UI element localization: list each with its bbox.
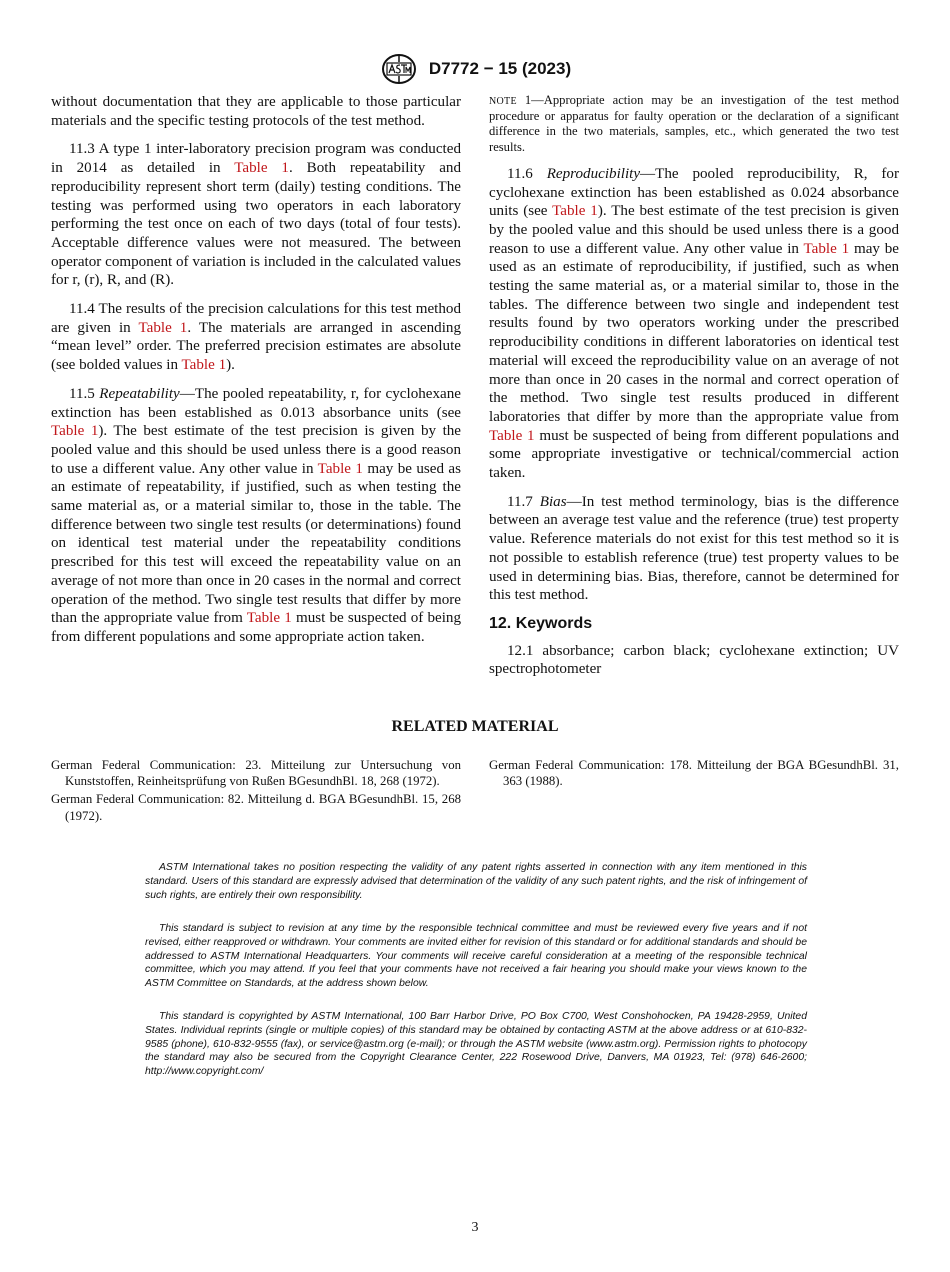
section-11-5-text-b: ). The best estimate of the test precision is given by the pooled value and this should be used unless there is a good reason to use a different value. Any other value in — [51, 423, 462, 477]
section-11-4 — [51, 300, 461, 375]
patent-notice — [145, 861, 807, 902]
section-11-4-text-mid: . The materials are arranged in ascending “mean level” order. The preferred precision estimates are absolute (see bolded values in — [51, 319, 462, 374]
table-1-link[interactable]: Table 1 — [138, 319, 188, 336]
section-term: Reproducibility — [546, 165, 641, 182]
table-1-link[interactable]: Table 1 — [552, 203, 598, 220]
section-11-6-text-c: may be used as an estimate of reproducibility, if justified, such as when testing the same material as, or a material similar to, those in the tables. The difference between two single and independent test results found by two operators working under the prescribed reproducibility conditions in different laboratories on identical test material will exceed the reproducibility value on an average of not more than once in 20 cases in the normal and correct operation of the method. Two single test results produced in different laboratories that differ by more than the appropriate value from — [489, 240, 900, 425]
related-material-title: RELATED MATERIAL — [391, 718, 559, 735]
astm-logo-icon — [379, 54, 419, 84]
table-1-link[interactable]: Table 1 — [181, 357, 227, 374]
page-number: 3 — [471, 1220, 479, 1235]
section-number: 11.5 — [69, 385, 100, 402]
table-1-link[interactable]: Table 1 — [803, 240, 850, 257]
section-number: 11.7 — [507, 493, 540, 510]
revision-notice — [145, 922, 807, 991]
note-1 — [489, 93, 899, 155]
section-11-6-text-b: ). The best estimate of the test precision is given by the pooled value and this should be used unless there is a good reason to use a different value. Any other value in — [489, 203, 900, 257]
section-11-4-text: 11.4 The results of the precision calculations for this test method are given in — [51, 301, 461, 336]
section-12-1: 12.1 absorbance; carbon black; cyclohexane extinction; UV spectrophotometer — [489, 642, 899, 678]
standard-designation: D7772 − 15 (2023) — [428, 59, 572, 78]
table-1-link[interactable]: Table 1 — [51, 423, 99, 440]
note-1-text: 1—Appropriate action may be an investigation of the test method procedure or apparatus for faulty operation or the declaration of a significant difference in the two materials, samples, etc., which generated the two test results. — [489, 93, 899, 154]
section-11-4-text-end: ). — [226, 357, 235, 374]
section-11-6 — [489, 165, 899, 483]
reference-item: German Federal Communication: 23. Mitteilung zur Untersuchung von Kunststoffen, Reinheitsprüfung von Rußen BGesundhBl. 18, 268 (1972). — [51, 758, 461, 789]
copyright-notice-text: This standard is copyrighted by ASTM International, 100 Barr Harbor Drive, PO Box C700, West Conshohocken, PA 19428-2959, United States. Individual reprints (single or multiple copies) of this standard may be obtained by contacting ASTM at the above address or at 610-832-9585 (phone), 610-832-9555 (fax), or service@astm.org (e-mail); or through the ASTM website (www.astm.org). Permission rights to photocopy the standard may also be secured from the Copyright Clearance Center, 222 Rosewood Drive, Danvers, MA 01923, Tel: (978) 646-2600; http://www.copyright.com/ — [145, 1011, 807, 1078]
right-column — [489, 93, 899, 689]
reference-item: German Federal Communication: 82. Mitteilung d. BGA BGesundhBl. 15, 268 (1972). — [51, 792, 461, 823]
section-11-5-text-d: must be suspected of being from different populations and some appropriate action taken. — [51, 610, 462, 645]
page-header — [0, 54, 950, 84]
revision-notice-text: This standard is subject to revision at any time by the responsible technical committee and must be reviewed every five years and if not revised, either reapproved or withdrawn. Your comments are invited either for revision of this standard or for additional standards and should be addressed to ASTM International Headquarters. Your comments will receive careful consideration at a meeting of the responsible technical committee, which you may attend. If you feel that your comments have not received a fair hearing you should make your views known to the ASTM Committee on Standards, at the address shown below. — [145, 923, 807, 990]
section-11-6-text-d: must be suspected of being from different populations and some appropriate investigative or technical/commercial action taken. — [489, 427, 900, 482]
section-11-5-text-c: may be used as an estimate of repeatability, if justified, such as when testing the same material as, or a material similar to, those in the table. The difference between two single test results (or determinations) found on identical test material under the repeatability conditions prescribed for this test will exceed the repeatability value on an average of not more than once in 20 cases in the normal and correct operation of the method. Two single test results that differ by more than the appropriate value from — [51, 460, 462, 627]
reference-item: German Federal Communication: 178. Mitteilung der BGA BGesundhBl. 31, 363 (1988). — [489, 758, 899, 789]
section-number: 11.6 — [507, 165, 547, 182]
section-11-7 — [489, 493, 899, 605]
section-11-5 — [51, 385, 461, 647]
table-1-link[interactable]: Table 1 — [246, 610, 292, 627]
references-left — [51, 757, 461, 826]
section-11-3-text: 11.3 A type 1 inter-laboratory precision program was conducted in 2014 as detailed in — [51, 141, 461, 177]
note-label: NOTE — [489, 96, 517, 107]
section-11-6-text-a: —The pooled reproducibility, R, for cyclohexane extinction has been established as 0.024 absorbance units (see — [489, 165, 899, 220]
table-1-link[interactable]: Table 1 — [489, 427, 535, 444]
keywords-heading: 12. Keywords — [489, 614, 593, 632]
section-term: Repeatability — [99, 385, 180, 402]
table-1-link[interactable]: Table 1 — [234, 160, 289, 177]
paragraph-continuation: without documentation that they are applicable to those particular materials and the specific testing protocols of the test method. — [51, 94, 461, 129]
section-11-3 — [51, 140, 461, 290]
section-11-7-text: —In test method terminology, bias is the difference between an average test value and the reference (true) test property value. Reference materials do not exist for this test method so it is not possible to establish reference (true) test property values to be used in determining bias. Bias, therefore, cannot be determined for this test method. — [489, 493, 899, 604]
section-11-3-text-rest: . Both repeatability and reproducibility represent short term (daily) testing conditions. The testing was performed using two operators in each laboratory performing the test once on each of two days (total of four tests). Acceptable difference values were not measured. The between operator component of variation is included in the calculated values for r, (r), R, and (R). — [51, 160, 462, 289]
section-term: Bias — [539, 493, 567, 510]
references-right — [489, 757, 899, 791]
copyright-notice — [145, 1010, 807, 1079]
left-column — [51, 93, 461, 657]
section-11-5-text-a: —The pooled repeatability, r, for cyclohexane extinction has been established as 0.013 absorbance units (see — [51, 385, 461, 421]
patent-notice-text: ASTM International takes no position respecting the validity of any patent rights asserted in connection with any item mentioned in this standard. Users of this standard are expressly advised that determination of the validity of any such patent rights, and the risk of infringement of such rights, are entirely their own responsibility. — [145, 862, 807, 901]
table-1-link[interactable]: Table 1 — [317, 460, 363, 477]
